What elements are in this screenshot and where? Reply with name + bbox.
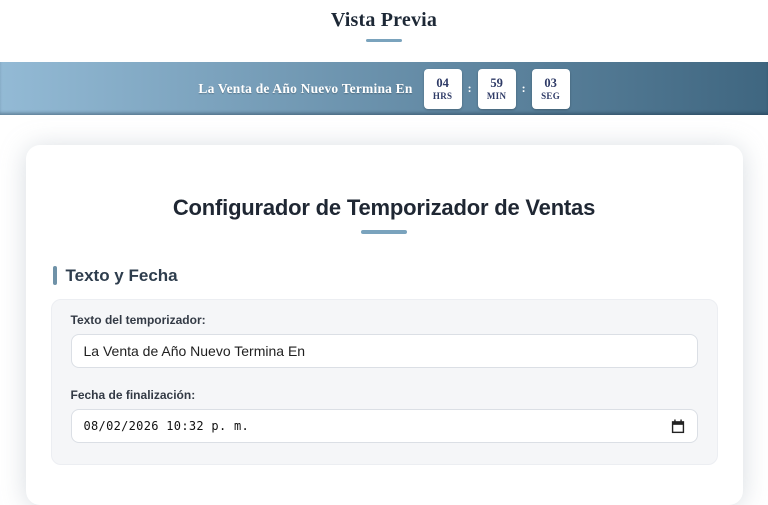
timer-text-input[interactable]: [71, 334, 698, 368]
separator-colon: :: [521, 81, 526, 95]
preview-title-underline: [366, 39, 402, 42]
countdown-label: La Venta de Año Nuevo Termina En: [198, 80, 413, 96]
timer-text-field: [71, 313, 698, 368]
timer-text-label: Texto del temporizador:: [70, 313, 206, 327]
countdown-seconds-box: [532, 69, 570, 109]
preview-title: Vista Previa: [330, 9, 438, 31]
seconds-unit-label: SEG: [541, 90, 561, 101]
countdown-timer: [424, 69, 570, 109]
calendar-icon[interactable]: [671, 419, 685, 434]
countdown-hours-box: [424, 69, 462, 109]
minutes-value: 59: [490, 76, 503, 91]
configurator-card: [26, 145, 743, 505]
hours-unit-label: HRS: [432, 90, 453, 101]
minutes-unit-label: MIN: [486, 90, 507, 101]
seconds-value: 03: [544, 76, 557, 91]
end-date-field: [71, 388, 698, 443]
configurator-title-underline: [361, 230, 407, 234]
text-date-panel: [51, 299, 718, 465]
separator-colon: :: [467, 81, 472, 95]
section-title-label: Texto y Fecha: [65, 265, 178, 285]
preview-header: [0, 0, 768, 62]
countdown-minutes-box: [478, 69, 516, 109]
end-date-value: 08/02/2026 10:32 p. m.: [83, 419, 250, 433]
end-date-label: Fecha de finalización:: [70, 388, 196, 402]
section-accent-bar: [53, 266, 57, 285]
section-texto-y-fecha: [53, 266, 718, 285]
configurator-title: Configurador de Temporizador de Ventas: [172, 195, 596, 220]
end-date-input[interactable]: [71, 409, 698, 443]
hours-value: 04: [436, 76, 449, 91]
countdown-banner: [0, 62, 768, 115]
